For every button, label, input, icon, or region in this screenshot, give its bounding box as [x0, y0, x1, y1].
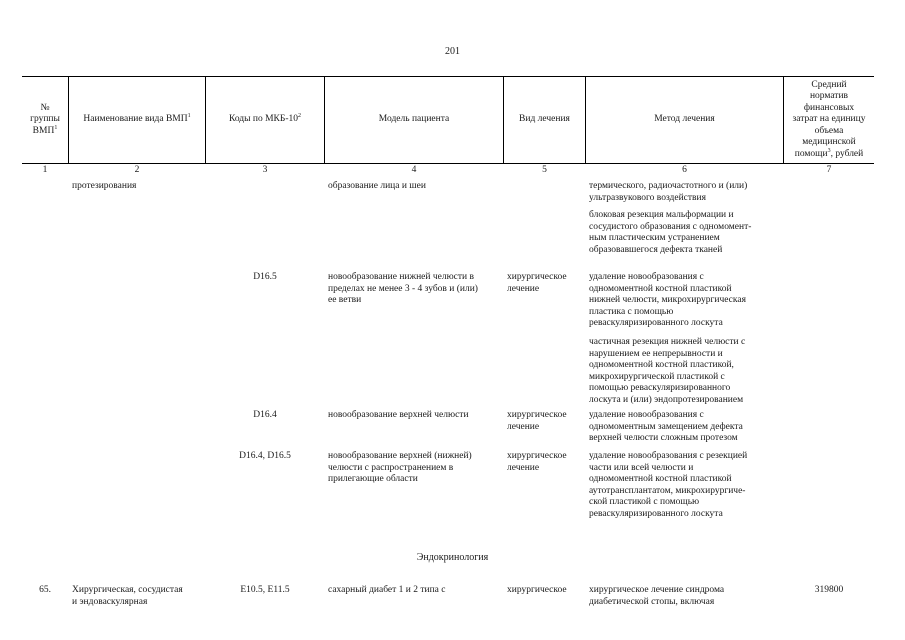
treatment-type-cell	[507, 410, 567, 433]
method-line: одномоментной костной пластикой	[589, 474, 732, 484]
treatment-line: лечение	[507, 283, 540, 294]
header-cost-line: , рублей	[830, 148, 864, 159]
header-cost-line: объема	[814, 125, 844, 136]
column-number-2: 2	[134, 165, 140, 175]
footnote-marker: 1	[54, 124, 58, 131]
header-cost-line: норматив	[809, 91, 849, 102]
header-cost-line: помощи	[794, 148, 828, 159]
treatment-method-cell	[589, 210, 751, 256]
average-cost-cell: 319800	[814, 585, 844, 595]
column-number-3: 3	[262, 165, 268, 175]
header-vmp-name	[69, 77, 205, 163]
patient-model-cell	[328, 410, 469, 422]
treatment-type-cell	[507, 451, 567, 474]
header-cost-line: финансовых	[803, 102, 855, 113]
method-line: нарушением ее непрерывности и	[589, 348, 723, 359]
patient-model-cell	[328, 451, 472, 486]
model-line: новообразование верхней (нижней)	[328, 451, 472, 461]
header-vmp-name-text: Наименование вида ВМП	[83, 114, 188, 125]
header-cost-line: медицинской	[802, 137, 856, 148]
method-line: частичная резекция нижней челюсти с	[589, 337, 746, 347]
vmp-name-cell: протезирования	[72, 181, 137, 191]
model-line: пределах не менее 3 - 4 зубов и (или)	[328, 283, 478, 294]
treatment-method-cell	[589, 337, 745, 406]
method-line: микрохирургической пластикой с	[589, 371, 725, 382]
header-treatment-method	[586, 77, 783, 163]
method-line: верхней челюсти сложным протезом	[589, 433, 738, 443]
patient-model-cell	[328, 272, 478, 307]
vmp-name-cell	[72, 585, 183, 608]
method-line: лоскута и (или) эндопротезированием	[589, 394, 744, 405]
treatment-method-cell	[589, 272, 746, 330]
method-line: образовавшегося дефекта тканей	[589, 244, 723, 255]
page-number: 201	[445, 46, 460, 57]
name-line: и эндоваскулярная	[72, 596, 148, 607]
header-patient-model-text: Модель пациента	[378, 114, 450, 125]
treatment-type-cell	[507, 272, 567, 295]
method-line: части или всей челюсти и	[589, 462, 694, 473]
header-treatment-type-text: Вид лечения	[519, 114, 570, 125]
method-line: реваскуляризированного лоскута	[589, 318, 723, 328]
method-line: пластика с помощью	[589, 306, 674, 317]
header-treatment-method-text: Метод лечения	[654, 114, 715, 125]
icd-code-cell: D16.5	[253, 272, 277, 282]
column-number-1: 1	[42, 165, 48, 175]
footnote-marker: 3	[827, 147, 831, 154]
method-line: блоковая резекция мальформации и	[589, 210, 734, 220]
group-number-cell: 65.	[39, 585, 51, 595]
method-line: удаление новообразования с резекцией	[589, 451, 748, 461]
model-line: новообразование верхней челюсти	[328, 410, 469, 420]
method-line: удаление новообразования с	[589, 410, 704, 420]
method-line: удаление новообразования с	[589, 272, 704, 282]
patient-model-cell: образование лица и шеи	[328, 181, 426, 191]
section-title: Эндокринология	[416, 552, 489, 563]
header-patient-model	[325, 77, 503, 163]
header-average-cost	[784, 77, 874, 163]
treatment-method-cell	[589, 451, 747, 520]
method-line: диабетической стопы, включая	[589, 596, 715, 607]
footnote-marker: 1	[187, 113, 191, 120]
model-line: ее ветви	[328, 295, 362, 305]
treatment-line: хирургическое	[507, 451, 567, 461]
icd-code-cell: E10.5, E11.5	[240, 585, 290, 595]
name-line: Хирургическая, сосудистая	[72, 585, 183, 595]
method-line: ультразвукового воздействия	[589, 192, 706, 203]
header-icd-codes	[206, 77, 324, 163]
model-line: прилегающие области	[328, 474, 418, 484]
icd-code-cell: D16.4	[253, 410, 277, 420]
method-line: хирургическое лечение синдрома	[589, 585, 725, 595]
header-group-number-line3: ВМП	[32, 125, 55, 136]
treatment-method-cell	[589, 585, 724, 608]
header-cost-line: затрат на единицу	[792, 114, 866, 125]
header-cost-line: Средний	[811, 79, 847, 90]
method-line: сосудистого образования с одномомент-	[589, 221, 752, 232]
treatment-line: хирургическое	[507, 410, 567, 420]
treatment-line: хирургическое	[507, 272, 567, 282]
column-number-4: 4	[411, 165, 417, 175]
method-line: нижней челюсти, микрохирургическая	[589, 295, 746, 305]
column-number-6: 6	[682, 165, 687, 175]
method-line: реваскуляризированного лоскута	[589, 508, 723, 519]
method-line: одномоментной костной пластикой	[589, 283, 732, 294]
method-line: ской пластикой с помощью	[589, 497, 700, 507]
method-line: термического, радиочастотного и (или)	[589, 181, 748, 191]
column-number-7: 7	[826, 165, 832, 175]
treatment-line: лечение	[507, 421, 540, 432]
treatment-line: лечение	[507, 462, 540, 473]
header-treatment-type	[504, 77, 585, 163]
method-line: ным пластическим устранением	[589, 233, 720, 243]
patient-model-cell: сахарный диабет 1 и 2 типа с	[328, 585, 446, 595]
model-line: новообразование нижней челюсти в	[328, 272, 474, 282]
method-line: аутотрансплантатом, микрохирургиче-	[589, 485, 746, 496]
method-line: помощью реваскуляризированного	[589, 383, 731, 393]
header-icd-codes-text: Коды по МКБ-10	[228, 114, 299, 125]
treatment-type-cell: хирургическое	[507, 585, 567, 595]
header-group-number-line2: группы	[30, 114, 60, 125]
column-number-5: 5	[542, 165, 547, 175]
treatment-method-cell	[589, 410, 743, 445]
header-group-number-line1: №	[40, 102, 50, 113]
header-group-number	[22, 77, 68, 163]
method-line: одномоментным замещением дефекта	[589, 421, 743, 432]
treatment-method-cell	[589, 181, 747, 204]
model-line: челюсти с распространением в	[328, 462, 454, 473]
method-line: одномоментной костной пластикой,	[589, 360, 734, 370]
footnote-marker: 2	[298, 113, 302, 120]
icd-code-cell: D16.4, D16.5	[239, 451, 291, 461]
